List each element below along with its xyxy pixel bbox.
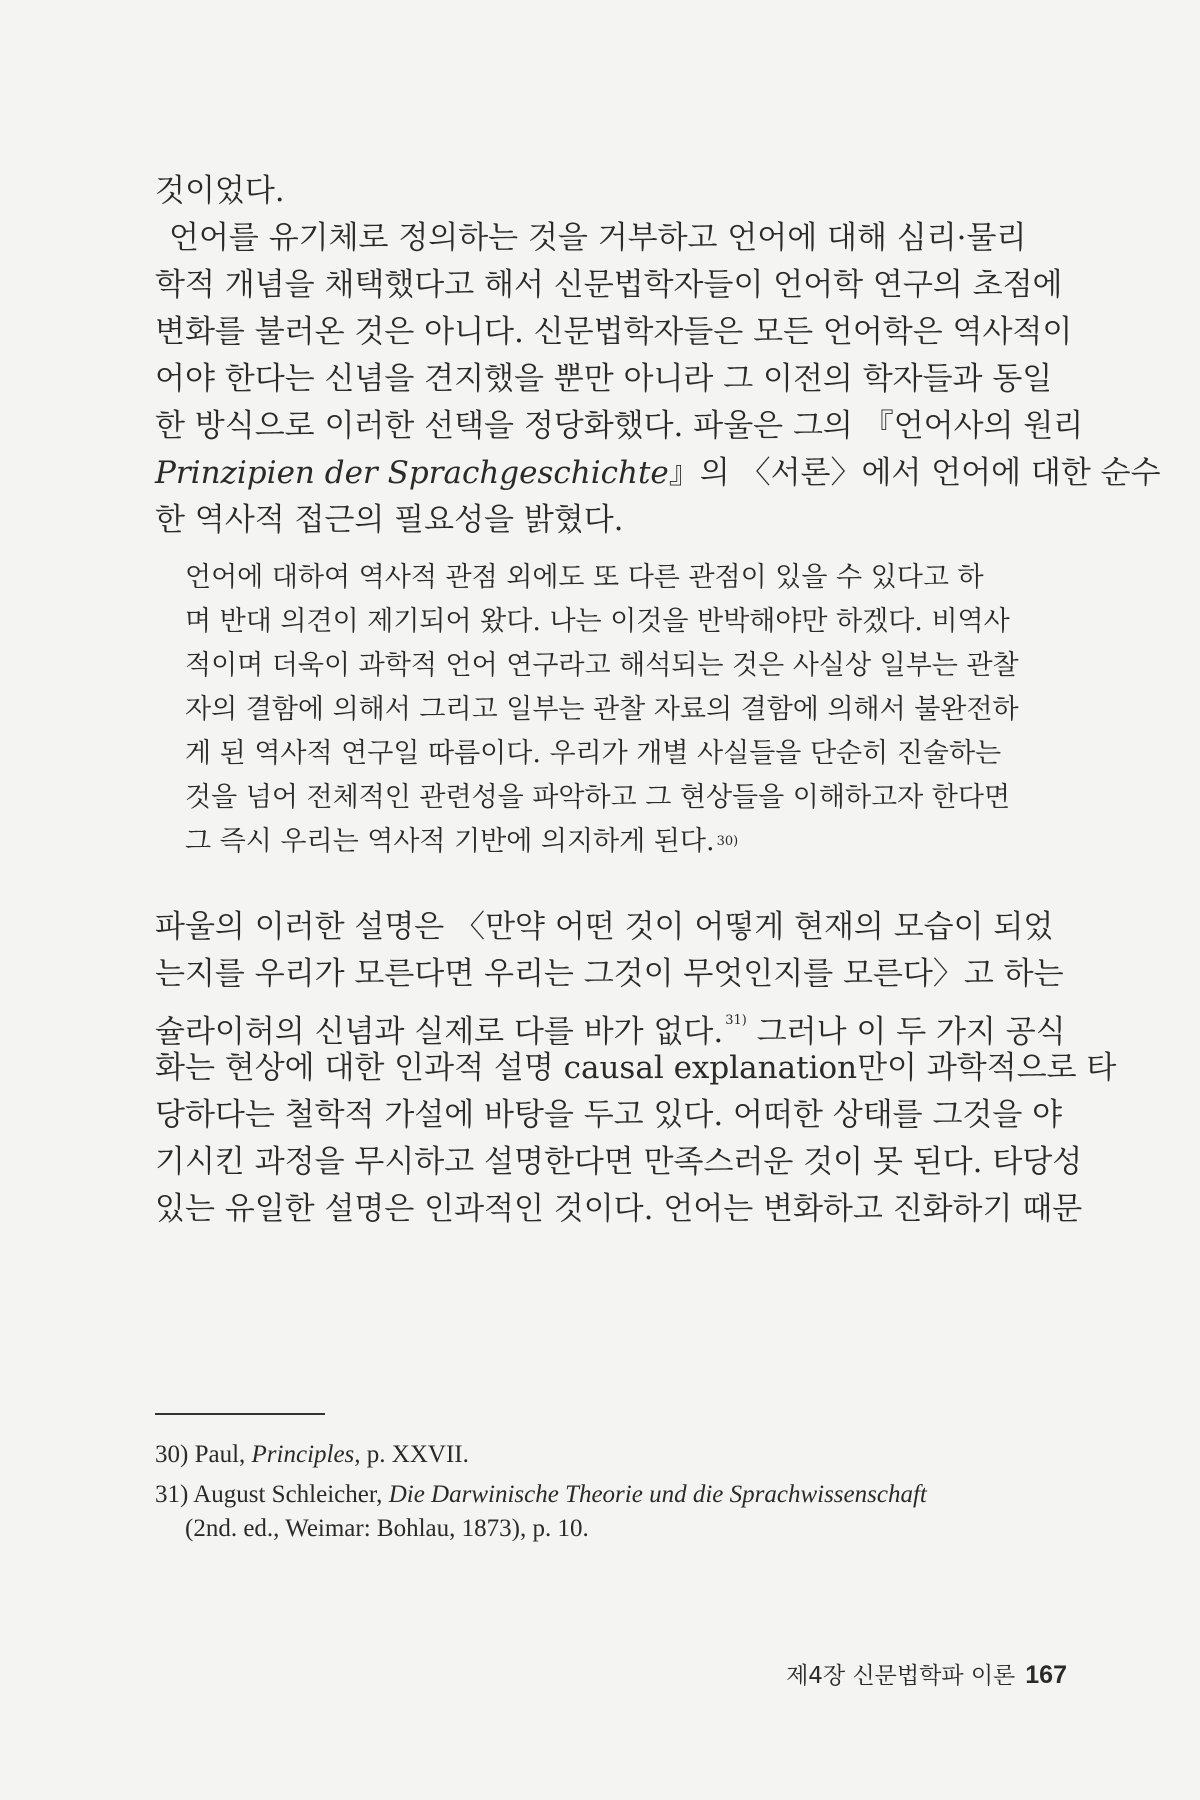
body-line: 것이었다. [155,173,285,209]
body-line: 는지를 우리가 모른다면 우리는 그것이 무엇인지를 모른다〉고 하는 [155,956,1064,992]
quote-line: 것을 넘어 전체적인 관련성을 파악하고 그 현상들을 이해하고자 한다면 [185,782,1011,813]
footnote-31 [155,1480,1075,1510]
footnote-rest: p. XXVII. [366,1441,469,1468]
body-line: 어야 한다는 신념을 견지했을 뿐만 아니라 그 이전의 학자들과 동일 [155,361,1053,397]
quote-text: 그 즉시 우리는 역사적 기반에 의지하게 된다. [185,826,715,857]
body-line: 당하다는 철학적 가설에 바탕을 두고 있다. 어떠한 상태를 그것을 야 [155,1097,1063,1133]
block-quote [185,560,1047,860]
body-line: 기시킨 과정을 무시하고 설명한다면 만족스러운 것이 못 된다. 타당성 [155,1144,1083,1180]
body-line: 파울의 이러한 설명은 〈만약 어떤 것이 어떻게 현재의 모습이 되었 [155,909,1054,945]
body-line [155,452,1161,494]
footnote-31-continued [185,1514,1105,1544]
body-line: 한 방식으로 이러한 선택을 정당화했다. 파울은 그의 『언어사의 원리 [155,408,1084,444]
body-text: 』의 〈서론〉에서 언어에 대한 순수 [668,455,1161,491]
body-line [155,1000,1066,1050]
quote-line: 자의 결함에 의해서 그리고 일부는 관찰 자료의 결함에 의해서 불완전하 [185,694,1019,725]
body-line: 언어를 유기체로 정의하는 것을 거부하고 언어에 대해 심리·물리 [169,220,1027,256]
book-title-italic: Prinzipien der Sprachgeschichte [155,455,669,491]
footnote-title: Principles, [251,1441,361,1468]
body-text: 그러나 이 두 가지 공식 [746,1014,1066,1050]
footnote-title: Die Darwinische Theorie und die Sprachwissenschaft [388,1481,927,1508]
footnote-number: 31) [155,1481,189,1508]
quote-line: 언어에 대하여 역사적 관점 외에도 또 다른 관점이 있을 수 있다고 하 [185,562,984,593]
quote-line: 적이며 더욱이 과학적 언어 연구라고 해석되는 것은 사실상 일부는 관찰 [185,650,1019,681]
footnote-author: August Schleicher, [193,1481,383,1508]
body-text: 슐라이허의 신념과 실제로 다를 바가 없다. [155,1014,724,1050]
body-line: 있는 유일한 설명은 인과적인 것이다. 언어는 변화하고 진화하기 때문 [155,1191,1083,1227]
quote-line: 게 된 역사적 연구일 따름이다. 우리가 개별 사실들을 단순히 진술하는 [185,738,1002,769]
quote-line: 며 반대 의견이 제기되어 왔다. 나는 이것을 반박해야만 하겠다. 비역사 [185,606,1010,637]
running-footer [786,1657,1067,1690]
footnote-number: 30) [155,1441,189,1468]
body-line: 변화를 불러온 것은 아니다. 신문법학자들은 모든 언어학은 역사적이 [155,314,1073,350]
footnote-marker: 31) [725,1013,747,1028]
footnote-marker: 30) [716,834,739,849]
chapter-title: 제4장 신문법학파 이론 [786,1663,1016,1689]
quote-line [185,824,1047,860]
footnote-divider [155,1413,325,1415]
body-line: 화는 현상에 대한 인과적 설명 causal explanation만이 과학적으로 타 [155,1050,1117,1086]
footnote-rest: (2nd. ed., Weimar: Bohlau, 1873), p. 10. [185,1515,589,1542]
footnote-author: Paul, [194,1441,246,1468]
body-line: 한 역사적 접근의 필요성을 밝혔다. [155,502,624,538]
paragraph-1 [155,170,1161,541]
footnote-30 [155,1440,1075,1470]
page-number: 167 [1025,1661,1067,1689]
body-line: 학적 개념을 채택했다고 해서 신문법학자들이 언어학 연구의 초점에 [155,267,1063,303]
paragraph-2 [155,906,1117,1230]
